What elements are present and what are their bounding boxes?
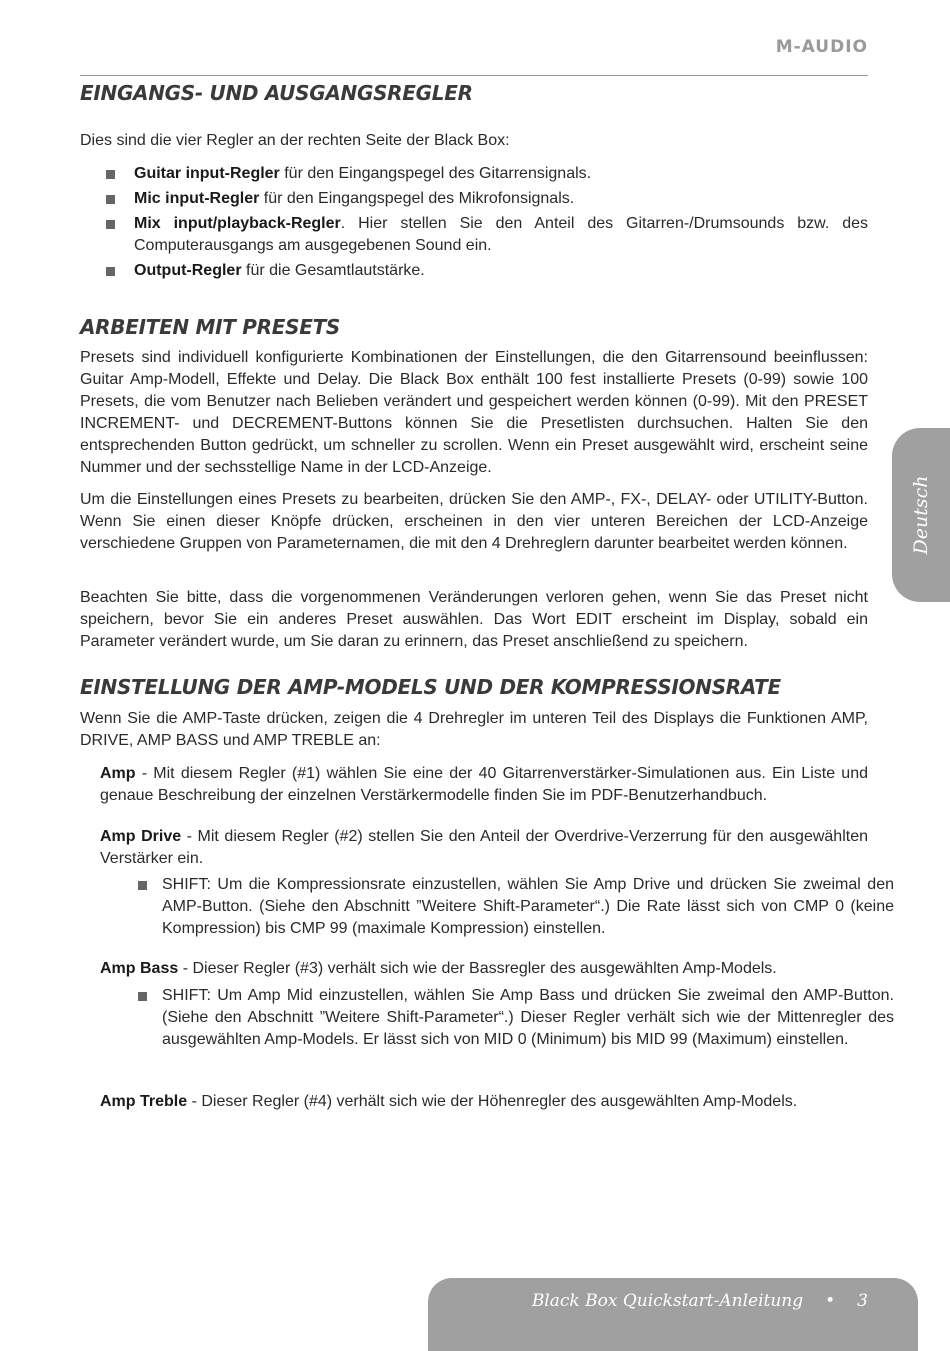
header-rule [80, 75, 868, 76]
paragraph: Wenn Sie die AMP-Taste drücken, zeigen die 4 Drehregler im unteren Teil des Displays die Funktionen AMP, DRIVE, AMP BASS und AMP TREBLE an: [80, 710, 868, 749]
bullet-square-icon [138, 992, 147, 1001]
bullet-square-icon [106, 267, 115, 276]
page-number: 3 [857, 1291, 868, 1311]
list-item: Mix input/playback-Regler. Hier stellen Sie den Anteil des Gitarren-/Drumsounds bzw. des Computerausgangs am ausgegebenen Sound ein. [80, 213, 868, 257]
brand-logo: M-AUDIO [775, 37, 868, 57]
list-item: Output-Regler für die Gesamtlautstärke. [80, 260, 868, 282]
footer-bar [428, 1278, 918, 1351]
paragraph: Beachten Sie bitte, dass die vorgenommenen Veränderungen verloren gehen, wenn Sie das Preset nicht speichern, bevor Sie ein anderes Preset auswählen. Das Wort EDIT erscheint im Display, sobald ein Parameter verändert wurde, um Sie daran zu erinnern, das Preset anschließend zu speichern. [80, 589, 868, 650]
paragraph: Um die Einstellungen eines Presets zu bearbeiten, drücken Sie den AMP-, FX-, DELAY- oder UTILITY-Button. Wenn Sie einen dieser Knöpfe drücken, erscheinen in den vier unteren Bereichen der LCD-Anzeige verschiedene Gruppen von Parameternamen, die mit den 4 Drehreglern darunter bearbeitet werden können. [80, 491, 868, 552]
list-item: SHIFT: Um Amp Mid einzustellen, wählen Sie Amp Bass und drücken Sie zweimal den AMP-Button. (Siehe den Abschnitt ”Weitere Shift-Parameter“.) Dieser Regler verhält sich wie der Mittenregler des ausgewählten Amp-Models. Er lässt sich von MID 0 (Minimum) bis MID 99 (Maximum) einstellen. [136, 985, 894, 1051]
footer-separator: • [825, 1291, 836, 1311]
list-item: Mic input-Regler für den Eingangspegel des Mikrofonsignals. [80, 188, 868, 210]
bullet-square-icon [106, 170, 115, 179]
amp-treble-description: Amp Treble - Dieser Regler (#4) verhält sich wie der Höhenregler des ausgewählten Amp-Models. [100, 1093, 798, 1110]
amp-bass-description: Amp Bass - Dieser Regler (#3) verhält sich wie der Bassregler des ausgewählten Amp-Models. [100, 960, 777, 977]
amp-drive-description: Amp Drive - Mit diesem Regler (#2) stellen Sie den Anteil der Overdrive-Verzerrung für den ausgewählten Verstärker ein. [100, 828, 868, 867]
section-title-io: EINGANGS- UND AUSGANGSREGLER [80, 81, 473, 105]
bullet-square-icon [138, 881, 147, 890]
bullet-square-icon [106, 195, 115, 204]
intro-paragraph: Dies sind die vier Regler an der rechten Seite der Black Box: [80, 132, 510, 149]
footer-title: Black Box Quickstart-Anleitung [531, 1291, 804, 1311]
list-item: SHIFT: Um die Kompressionsrate einzustellen, wählen Sie Amp Drive und drücken Sie zweimal den AMP-Button. (Siehe den Abschnitt ”Weitere Shift-Parameter“.) Die Rate lässt sich von CMP 0 (keine Kompression) bis CMP 99 (maximale Kompression) einstellen. [136, 874, 894, 940]
section-title-amp: EINSTELLUNG DER AMP-MODELS UND DER KOMPRESSIONSRATE [80, 675, 781, 699]
section-title-presets: ARBEITEN MIT PRESETS [80, 315, 341, 339]
amp-description: Amp - Mit diesem Regler (#1) wählen Sie eine der 40 Gitarrenverstärker-Simulationen aus. Ein Liste und genaue Beschreibung der einzelnen Verstärkermodelle finden Sie im PDF-Benutzerhandbuch. [100, 765, 868, 804]
paragraph: Presets sind individuell konfigurierte Kombinationen der Einstellungen, die den Gitarrensound beeinflussen: Guitar Amp-Modell, Effekte und Delay. Die Black Box enthält 100 fest installierte Presets (0-99) sowie 100 Presets, die vom Benutzer nach Belieben verändert und gespeichert werden können (0-99). Mit den PRESET INCREMENT- und DECREMENT-Buttons können Sie die Presetlisten durchsuchen. Halten Sie den entsprechenden Button gedrückt, um schneller zu scrollen. Wenn ein Preset ausgewählt wird, erscheint seine Nummer und der sechsstellige Name in der LCD-Anzeige. [80, 349, 868, 476]
language-tab [892, 428, 950, 602]
footer-text [532, 1290, 868, 1312]
list-item: Guitar input-Regler für den Eingangspegel des Gitarrensignals. [80, 163, 868, 185]
controls-list [80, 163, 868, 282]
bullet-square-icon [106, 220, 115, 229]
language-label: Deutsch [910, 475, 932, 555]
